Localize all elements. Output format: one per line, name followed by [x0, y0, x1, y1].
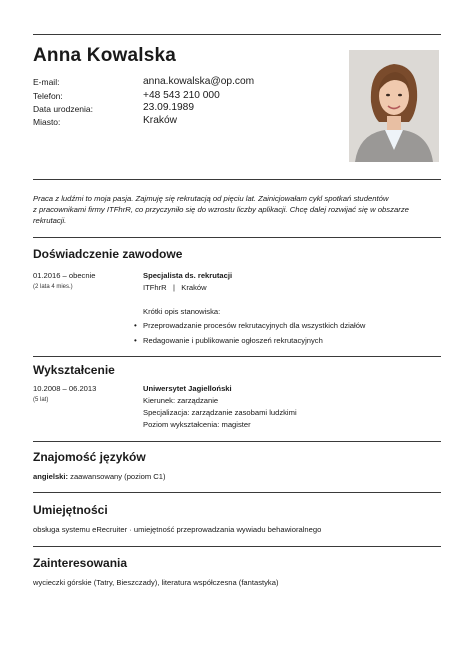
skills-text: obsługa systemu eRecruiter · umiejętność przeprowadzania wywiadu behawioralnego: [33, 525, 322, 534]
bullet-icon: •: [134, 321, 137, 330]
education-detail: Poziom wykształcenia: magister: [143, 420, 251, 429]
education-period: 10.2008 – 06.2013: [33, 384, 97, 393]
rule-before-languages: [33, 441, 441, 442]
experience-desc-label: Krótki opis stanowiska:: [143, 307, 221, 316]
education-school: Uniwersytet Jagielloński: [143, 384, 232, 393]
experience-bullet: Przeprowadzanie procesów rekrutacyjnych dla wszystkich działów: [143, 321, 366, 330]
rule-before-skills: [33, 492, 441, 493]
experience-company: ITFhrR | Kraków: [143, 283, 207, 292]
experience-period: 01.2016 – obecnie: [33, 271, 96, 280]
experience-duration: (2 lata 4 mies.): [33, 284, 73, 290]
experience-bullet: Redagowanie i publikowanie ogłoszeń rekrutacyjnych: [143, 336, 323, 345]
interests-text: wycieczki górskie (Tatry, Bieszczady), literatura współczesna (fantastyka): [33, 578, 279, 587]
contact-value-phone[interactable]: +48 543 210 000: [143, 90, 220, 101]
section-title-interests: Zainteresowania: [33, 556, 128, 570]
section-title-education: Wykształcenie: [33, 363, 115, 377]
contact-value-city: Kraków: [143, 115, 177, 126]
rule-before-interests: [33, 546, 441, 547]
summary-line: Praca z ludźmi to moja pasja. Zajmuję się rekrutacją od pięciu lat. Zainicjowałam cykl spotkań studentów: [33, 194, 389, 203]
contact-value-email[interactable]: anna.kowalska@op.com: [143, 76, 255, 87]
rule-before-education: [33, 356, 441, 357]
section-title-languages: Znajomość języków: [33, 450, 146, 464]
portrait-illustration: [349, 50, 439, 162]
contact-label-birthdate: Data urodzenia:: [33, 104, 94, 114]
education-duration: (5 lat): [33, 397, 49, 403]
education-detail: Specjalizacja: zarządzanie zasobami ludzkimi: [143, 408, 297, 417]
section-title-experience: Doświadczenie zawodowe: [33, 247, 183, 261]
experience-position: Specjalista ds. rekrutacji: [143, 271, 233, 280]
contact-label-phone: Telefon:: [33, 91, 63, 101]
profile-summary: [33, 193, 433, 227]
rule-after-header: [33, 179, 441, 180]
contact-label-city: Miasto:: [33, 117, 61, 127]
top-rule: [33, 34, 441, 35]
rule-before-experience: [33, 237, 441, 238]
summary-line: z pracownikami firmy ITFhrR, co przyczyniło się do wzrostu liczby aplikacji. Chcę dalej rozwijać się w obszarze: [33, 205, 409, 215]
language-entry: [33, 472, 166, 481]
contact-value-birthdate: 23.09.1989: [143, 102, 194, 113]
language-level: zaawansowany (poziom C1): [68, 472, 166, 481]
bullet-icon: •: [134, 336, 137, 345]
language-name: angielski:: [33, 472, 69, 481]
education-detail: Kierunek: zarządzanie: [143, 396, 219, 405]
summary-line: rekrutacji.: [33, 216, 67, 226]
contact-label-email: E-mail:: [33, 77, 60, 87]
section-title-skills: Umiejętności: [33, 503, 108, 517]
profile-photo: [349, 50, 439, 162]
candidate-name: Anna Kowalska: [33, 45, 177, 66]
